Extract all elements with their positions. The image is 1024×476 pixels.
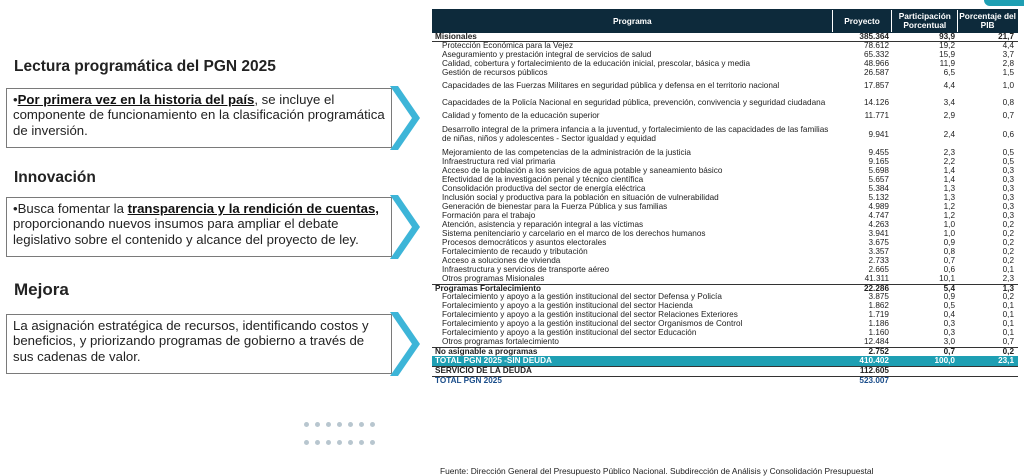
- cell-pib: 0,1: [1002, 328, 1014, 337]
- cell-pib: 0,6: [1002, 129, 1014, 139]
- cell-proyecto: 410.402: [859, 355, 889, 365]
- cell-programa: Fortalecimiento y apoyo a la gestión institucional del sector Organismos de Control: [442, 319, 743, 328]
- cell-participacion: 1,4: [943, 166, 955, 175]
- cell-pib: 4,4: [1002, 41, 1014, 50]
- box-mejora: La asignación estratégica de recursos, identificando costos y beneficios, y priorizando programas de gobierno a través de sus cadenas de valor.: [6, 314, 392, 374]
- cell-pib: 0,2: [1002, 238, 1014, 247]
- chevron-arrow-icon: [390, 312, 420, 376]
- section-title-lectura: Lectura programática del PGN 2025: [14, 58, 276, 75]
- table-row: [432, 121, 1018, 149]
- cell-proyecto: 2.665: [868, 265, 889, 274]
- cell-programa: No asignable a programas: [435, 347, 538, 356]
- cell-programa: Fortalecimiento y apoyo a la gestión institucional del sector Relaciones Exteriores: [442, 310, 738, 319]
- cell-participacion: 1,4: [943, 175, 955, 184]
- cell-pib: 23,1: [998, 355, 1014, 365]
- cell-proyecto: 65.332: [863, 50, 889, 59]
- cell-pib: 0,2: [1002, 292, 1014, 301]
- table-row: [432, 356, 1018, 366]
- cell-participacion: 3,0: [943, 337, 955, 346]
- cell-programa: Generación de bienestar para la Fuerza Pública y sus familias: [442, 202, 668, 211]
- cell-participacion: 15,9: [939, 50, 955, 59]
- cell-programa: Infraestructura red vial primaria: [442, 157, 556, 166]
- cell-pib: 2,3: [1002, 274, 1014, 283]
- cell-proyecto: 5.657: [868, 175, 889, 184]
- cell-participacion: 2,2: [943, 157, 955, 166]
- box-innovacion: [6, 197, 392, 257]
- cell-proyecto: 5.698: [868, 166, 889, 175]
- cell-participacion: 0,7: [943, 256, 955, 265]
- table-row: [432, 366, 1018, 376]
- cell-participacion: 0,4: [943, 310, 955, 319]
- cell-pib: 1,0: [1002, 81, 1014, 91]
- corner-accent: [984, 0, 1024, 6]
- cell-pib: 0,7: [1002, 337, 1014, 346]
- cell-programa: Formación para el trabajo: [442, 211, 536, 220]
- cell-participacion: 10,1: [939, 274, 955, 283]
- cell-proyecto: 48.966: [863, 59, 889, 68]
- table-row: [432, 95, 1018, 112]
- cell-pib: 0,5: [1002, 157, 1014, 166]
- cell-proyecto: 78.612: [863, 41, 889, 50]
- cell-pib: 0,3: [1002, 193, 1014, 202]
- box-lectura: [6, 88, 392, 148]
- cell-participacion: 0,6: [943, 265, 955, 274]
- cell-pib: 0,1: [1002, 310, 1014, 319]
- cell-programa: Consolidación productiva del sector de energía eléctrica: [442, 184, 646, 193]
- table-row: [432, 78, 1018, 95]
- cell-programa: Efectividad de la investigación penal y técnico científica: [442, 175, 644, 184]
- cell-proyecto: 11.771: [864, 111, 889, 120]
- section-title-mejora: Mejora: [14, 280, 69, 299]
- cell-participacion: 0,9: [943, 238, 955, 247]
- cell-programa: Fortalecimiento y apoyo a la gestión institucional del sector Educación: [442, 328, 697, 337]
- cell-programa: Protección Económica para la Vejez: [442, 41, 574, 50]
- cell-participacion: 93,9: [939, 32, 955, 41]
- cell-pib: 2,8: [1002, 59, 1014, 68]
- cell-programa: Fortalecimiento y apoyo a la gestión institucional del sector Hacienda: [442, 301, 693, 310]
- cell-programa: Misionales: [435, 32, 477, 41]
- cell-participacion: 0,8: [943, 247, 955, 256]
- cell-programa: Gestión de recursos públicos: [442, 68, 548, 77]
- cell-participacion: 0,7: [943, 347, 955, 356]
- cell-pib: 21,7: [998, 32, 1014, 41]
- cell-pib: 0,5: [1002, 148, 1014, 157]
- cell-programa: Mejoramiento de las competencias de la administración de la justicia: [442, 148, 691, 157]
- cell-pib: 0,1: [1002, 301, 1014, 310]
- cell-participacion: 0,3: [943, 319, 955, 328]
- cell-pib: 0,1: [1002, 265, 1014, 274]
- cell-proyecto: 9.165: [868, 157, 889, 166]
- cell-programa: Sistema penitenciario y carcelario en el marco de los derechos humanos: [442, 229, 706, 238]
- cell-participacion: 1,2: [943, 211, 955, 220]
- cell-programa: Inclusión social y productiva para la población en situación de vulnerabilidad: [442, 193, 719, 202]
- cell-programa: Fortalecimiento de recaudo y tributación: [442, 247, 588, 256]
- cell-participacion: 2,3: [943, 148, 955, 157]
- header-proyecto: Proyecto: [832, 10, 892, 32]
- cell-proyecto: 4.747: [868, 211, 889, 220]
- box-innovacion-text: proporcionando nuevos insumos para ampliar el debate legislativo sobre el contenido y alcance del proyecto de ley.: [13, 216, 359, 247]
- budget-table: [432, 9, 1018, 386]
- cell-participacion: 19,2: [939, 41, 955, 50]
- cell-participacion: 0,3: [943, 328, 955, 337]
- header-programa: Programa: [612, 15, 652, 26]
- cell-proyecto: 2.752: [868, 347, 889, 356]
- cell-proyecto: 3.941: [868, 229, 889, 238]
- cell-programa: Calidad, cobertura y fortalecimiento de la educación inicial, prescolar, básica y media: [442, 59, 751, 68]
- cell-proyecto: 523.007: [859, 376, 889, 386]
- cell-proyecto: 385.364: [859, 32, 889, 41]
- cell-pib: 0,3: [1002, 202, 1014, 211]
- cell-programa: Capacidades de la Policía Nacional en seguridad pública, prevención, convivencia y seguridad ciudadana: [442, 98, 826, 108]
- cell-programa: Atención, asistencia y reparación integral a las víctimas: [442, 220, 644, 229]
- table-row: [432, 112, 1018, 121]
- cell-proyecto: 22.286: [863, 284, 889, 293]
- table-row: [432, 69, 1018, 78]
- cell-proyecto: 9.941: [868, 129, 889, 139]
- cell-proyecto: 41.311: [864, 274, 889, 283]
- cell-programa: Calidad y fomento de la educación superior: [442, 111, 600, 120]
- cell-proyecto: 3.357: [868, 247, 889, 256]
- cell-pib: 0,3: [1002, 211, 1014, 220]
- cell-proyecto: 4.263: [868, 220, 889, 229]
- cell-participacion: 2,9: [943, 111, 955, 120]
- cell-participacion: 5,4: [943, 284, 955, 293]
- cell-pib: 0,2: [1002, 256, 1014, 265]
- cell-proyecto: 112.605: [859, 366, 889, 376]
- cell-pib: 0,2: [1002, 220, 1014, 229]
- decorative-dots: [304, 414, 381, 450]
- chevron-arrow-icon: [390, 86, 420, 150]
- header-participacion: Participación Porcentual: [891, 10, 957, 32]
- cell-programa: TOTAL PGN 2025: [435, 376, 502, 386]
- bullet: •: [13, 92, 18, 107]
- cell-proyecto: 9.455: [868, 148, 889, 157]
- cell-programa: Desarrollo integral de la primera infancia a la juventud, y fortalecimiento de las capacidades de las familias de niñas, niños y adolescentes - Sector igualdad y equidad: [442, 125, 829, 143]
- table-row: [432, 275, 1018, 284]
- cell-programa: Otros programas Misionales: [442, 274, 545, 283]
- cell-participacion: 1,3: [943, 193, 955, 202]
- cell-proyecto: 14.126: [863, 98, 889, 108]
- cell-programa: Acceso a soluciones de vivienda: [442, 256, 561, 265]
- cell-proyecto: 4.989: [868, 202, 889, 211]
- cell-pib: 0,7: [1002, 111, 1014, 120]
- cell-pib: 0,3: [1002, 166, 1014, 175]
- cell-proyecto: 5.384: [868, 184, 889, 193]
- box-innovacion-pre: •Busca fomentar la: [13, 201, 128, 216]
- cell-pib: 0,2: [1002, 347, 1014, 356]
- cell-proyecto: 3.675: [868, 238, 889, 247]
- cell-participacion: 2,4: [943, 129, 955, 139]
- chevron-arrow-icon: [390, 195, 420, 259]
- cell-participacion: 0,5: [943, 301, 955, 310]
- cell-participacion: 11,9: [939, 59, 955, 68]
- cell-programa: TOTAL PGN 2025 -SIN DEUDA: [435, 355, 552, 365]
- section-title-innovacion: Innovación: [14, 169, 96, 186]
- cell-pib: 3,7: [1002, 50, 1014, 59]
- cell-participacion: 4,4: [943, 81, 955, 91]
- cell-participacion: 3,4: [943, 98, 955, 108]
- cell-participacion: 6,5: [943, 68, 955, 77]
- cell-proyecto: 1.160: [868, 328, 889, 337]
- box-lectura-text: , se incluye el componente de funcionamiento en la clasificación programática de inversión.: [13, 92, 385, 138]
- cell-participacion: 1,2: [943, 202, 955, 211]
- cell-programa: Acceso de la población a los servicios de agua potable y saneamiento básico: [442, 166, 723, 175]
- cell-programa: Programas Fortalecimiento: [435, 284, 542, 293]
- left-panel: [0, 0, 420, 476]
- cell-proyecto: 26.587: [863, 68, 889, 77]
- cell-pib: 1,3: [1002, 284, 1014, 293]
- cell-proyecto: 17.857: [863, 81, 889, 91]
- cell-programa: Capacidades de las Fuerzas Militares en seguridad pública y defensa en el territorio nacional: [442, 81, 780, 91]
- cell-pib: 0,3: [1002, 184, 1014, 193]
- box-lectura-highlight: Por primera vez en la historia del país: [17, 92, 255, 107]
- cell-pib: 0,1: [1002, 319, 1014, 328]
- cell-pib: 0,2: [1002, 229, 1014, 238]
- header-pib: Porcentaje del PIB: [957, 10, 1017, 32]
- cell-proyecto: 1.186: [868, 319, 889, 328]
- cell-pib: 0,2: [1002, 247, 1014, 256]
- table-row: [432, 338, 1018, 347]
- table-row: [432, 347, 1018, 356]
- source-footnote: Fuente: Dirección General del Presupuesto Público Nacional. Subdirección de Análisis y Consolidación Presupuestal: [440, 466, 874, 476]
- table-header: [432, 9, 1018, 33]
- cell-pib: 1,5: [1002, 68, 1014, 77]
- table-row: [432, 376, 1018, 386]
- cell-participacion: 0,9: [943, 292, 955, 301]
- cell-programa: Procesos democráticos y asuntos electorales: [442, 238, 607, 247]
- cell-pib: 0,8: [1002, 98, 1014, 108]
- cell-participacion: 100,0: [934, 355, 955, 365]
- cell-participacion: 1,0: [943, 220, 955, 229]
- cell-proyecto: 2.733: [868, 256, 889, 265]
- cell-pib: 0,3: [1002, 175, 1014, 184]
- cell-participacion: 1,3: [943, 184, 955, 193]
- box-innovacion-highlight: transparencia y la rendición de cuentas,: [127, 201, 379, 216]
- cell-proyecto: 1.862: [868, 301, 889, 310]
- cell-programa: Fortalecimiento y apoyo a la gestión institucional del sector Defensa y Policía: [442, 292, 722, 301]
- cell-participacion: 1,0: [943, 229, 955, 238]
- cell-programa: Aseguramiento y prestación integral de servicios de salud: [442, 50, 652, 59]
- cell-proyecto: 3.875: [868, 292, 889, 301]
- cell-programa: Otros programas fortalecimiento: [442, 337, 559, 346]
- cell-proyecto: 12.484: [863, 337, 889, 346]
- cell-proyecto: 5.132: [868, 193, 889, 202]
- cell-programa: SERVICIO DE LA DEUDA: [435, 366, 532, 376]
- table-body: [432, 33, 1018, 386]
- cell-programa: Infraestructura y servicios de transporte aéreo: [442, 265, 610, 274]
- cell-proyecto: 1.719: [868, 310, 889, 319]
